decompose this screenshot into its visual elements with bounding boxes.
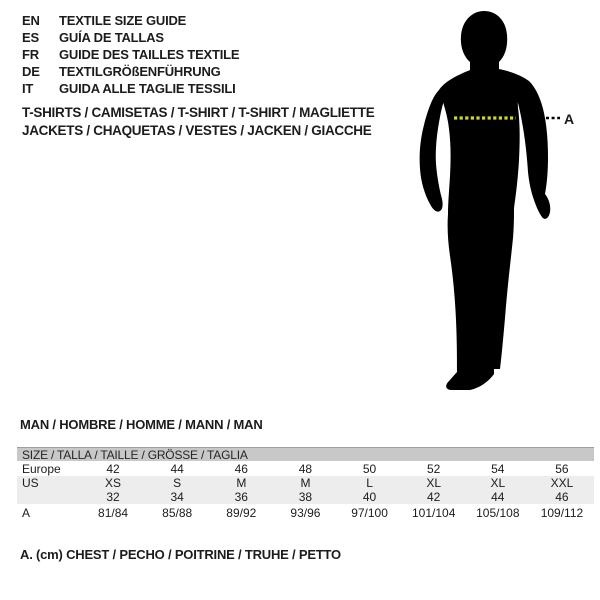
size-cell: 36 — [234, 490, 248, 504]
size-cell: 46 — [555, 490, 569, 504]
size-cell: 42 — [106, 461, 120, 476]
size-cell: 54 — [491, 461, 505, 476]
size-cell: L — [366, 476, 373, 490]
size-cell: 89/92 — [226, 505, 257, 520]
size-cell: 44 — [170, 461, 184, 476]
size-cell: M — [300, 476, 311, 490]
size-table-row — [17, 490, 594, 504]
size-row-label: Europe — [22, 461, 61, 476]
language-row — [22, 12, 239, 29]
size-cell: XL — [426, 476, 442, 490]
size-cell: 105/108 — [476, 505, 520, 520]
size-cell: 48 — [298, 461, 313, 476]
size-cell: XS — [105, 476, 122, 490]
language-row — [22, 80, 239, 97]
language-row — [22, 46, 239, 63]
size-table-row — [17, 461, 594, 476]
size-table-row — [17, 476, 594, 490]
size-cell: 81/84 — [98, 505, 129, 520]
language-title: GUÍA DE TALLAS — [59, 30, 164, 45]
size-cell: XXL — [550, 476, 574, 490]
size-cell: 50 — [362, 461, 377, 476]
size-cell: 42 — [427, 490, 441, 504]
size-cell: 101/104 — [411, 505, 456, 520]
size-table-header: SIZE / TALLA / TAILLE / GRÖSSE / TAGLIA — [17, 447, 594, 461]
size-cell: 34 — [170, 490, 184, 504]
language-code: DE — [22, 64, 40, 79]
language-title: GUIDA ALLE TAGLIE TESSILI — [59, 81, 236, 96]
size-cell: 52 — [427, 461, 441, 476]
size-cell: 85/88 — [162, 505, 193, 520]
language-row — [22, 29, 239, 46]
size-cell: 93/96 — [290, 505, 321, 520]
measurement-footnote: A. (cm) CHEST / PECHO / POITRINE / TRUHE / PETTO — [20, 547, 341, 562]
section-title-man: MAN / HOMBRE / HOMME / MANN / MAN — [20, 417, 263, 432]
size-table-row — [17, 504, 594, 521]
size-cell: S — [173, 476, 182, 490]
man-silhouette-body — [439, 11, 529, 390]
garment-category-list — [22, 105, 374, 141]
size-cell: XL — [490, 476, 506, 490]
size-table-body — [17, 461, 594, 521]
size-cell: 46 — [234, 461, 248, 476]
language-title: TEXTILGRÖßENFÜHRUNG — [59, 64, 221, 79]
language-code: FR — [22, 47, 39, 62]
size-cell: 56 — [555, 461, 569, 476]
size-cell: 32 — [106, 490, 120, 504]
language-code: IT — [22, 81, 34, 96]
size-cell: 40 — [362, 490, 377, 504]
language-title: GUIDE DES TAILLES TEXTILE — [59, 47, 240, 62]
size-cell: 44 — [491, 490, 505, 504]
language-title-list — [22, 12, 239, 97]
language-code: EN — [22, 13, 40, 28]
measurement-figure — [390, 0, 600, 420]
man-silhouette-right-arm — [514, 81, 550, 219]
measure-label-a: A — [564, 111, 575, 127]
garment-category-line: JACKETS / CHAQUETAS / VESTES / JACKEN / GIACCHE — [22, 123, 372, 138]
size-cell: M — [236, 476, 247, 490]
man-silhouette-left-arm — [420, 88, 448, 212]
size-cell: 109/112 — [540, 505, 584, 520]
language-code: ES — [22, 30, 39, 45]
size-cell: 97/100 — [351, 505, 388, 520]
man-silhouette-figure — [390, 0, 600, 420]
language-title: TEXTILE SIZE GUIDE — [59, 13, 187, 28]
language-row — [22, 63, 239, 80]
garment-category-line: T-SHIRTS / CAMISETAS / T-SHIRT / T-SHIRT / MAGLIETTE — [22, 105, 375, 120]
size-table — [17, 447, 594, 521]
size-row-label: A — [22, 505, 31, 520]
size-row-label: US — [22, 476, 39, 490]
size-cell: 38 — [298, 490, 313, 504]
